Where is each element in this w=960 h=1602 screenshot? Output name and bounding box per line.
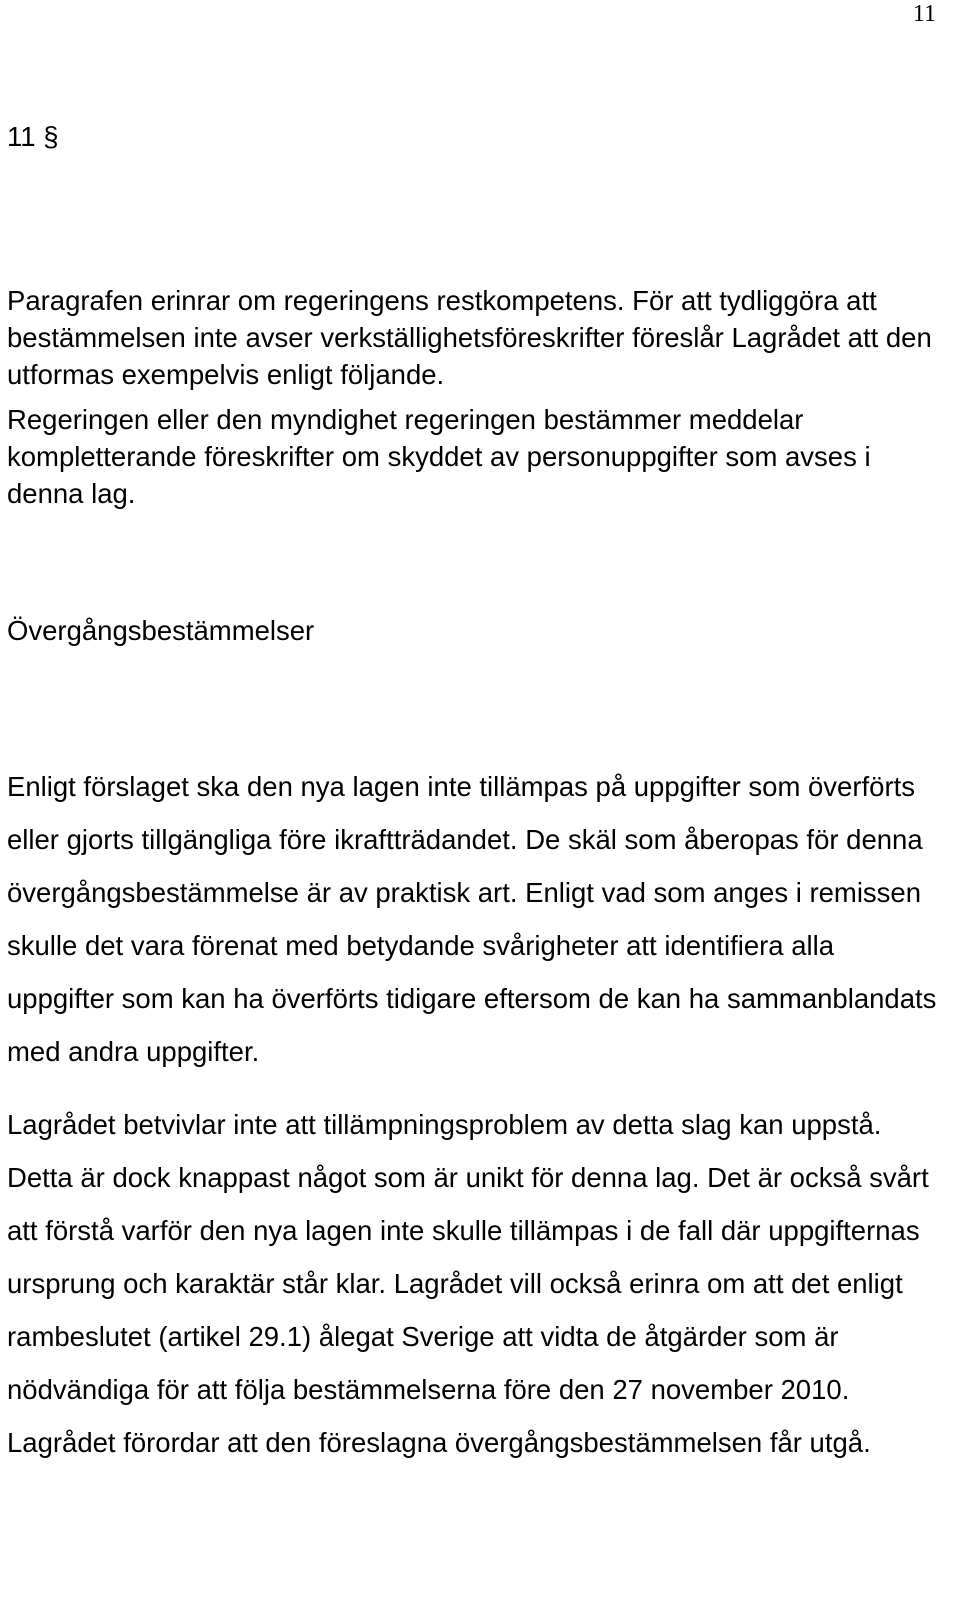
paragraph-proposal-summary: Enligt förslaget ska den nya lagen inte tillämpas på uppgifter som överförts eller gjorts tillgängliga före ikraftträdandet. De skäl som åberopas för denna övergångsbestämmelse är av praktisk art. Enligt vad som anges i remissen skulle det vara förenat med betydande svårigheter att identifiera alla uppgifter som kan ha överförts tidigare eftersom de kan ha sammanblandats med andra uppgifter. bbox=[7, 771, 937, 1067]
subheading-transitional-provisions: Övergångsbestämmelser bbox=[7, 615, 315, 646]
document-body bbox=[7, 118, 942, 1469]
paragraph-proposed-wording: Regeringen eller den myndighet regeringen bestämmer meddelar kompletterande föreskrifter om skyddet av personuppgifter som avses i denna lag. bbox=[7, 404, 871, 509]
section-heading: 11 § bbox=[7, 121, 59, 152]
paragraph-restkompetens: Paragrafen erinrar om regeringens restkompetens. För att tydliggöra att bestämmelsen inte avser verkställighetsföreskrifter föreslår Lagrådet att den utformas exempelvis enligt följande. bbox=[7, 285, 932, 390]
paragraph-lagradet-opinion: Lagrådet betvivlar inte att tillämpningsproblem av detta slag kan uppstå. Detta är dock knappast något som är unikt för denna lag. Det är också svårt att förstå varför den nya lagen inte skulle tillämpas i de fall där uppgifternas ursprung och karaktär står klar. Lagrådet vill också erinra om att det enligt rambeslutet (artikel 29.1) ålegat Sverige att vidta de åtgärder som är nödvändiga för att följa bestämmelserna före den 27 november 2010. Lagrådet förordar att den föreslagna övergångsbestämmelsen får utgå. bbox=[7, 1109, 929, 1458]
page-number: 11 bbox=[912, 1, 936, 27]
